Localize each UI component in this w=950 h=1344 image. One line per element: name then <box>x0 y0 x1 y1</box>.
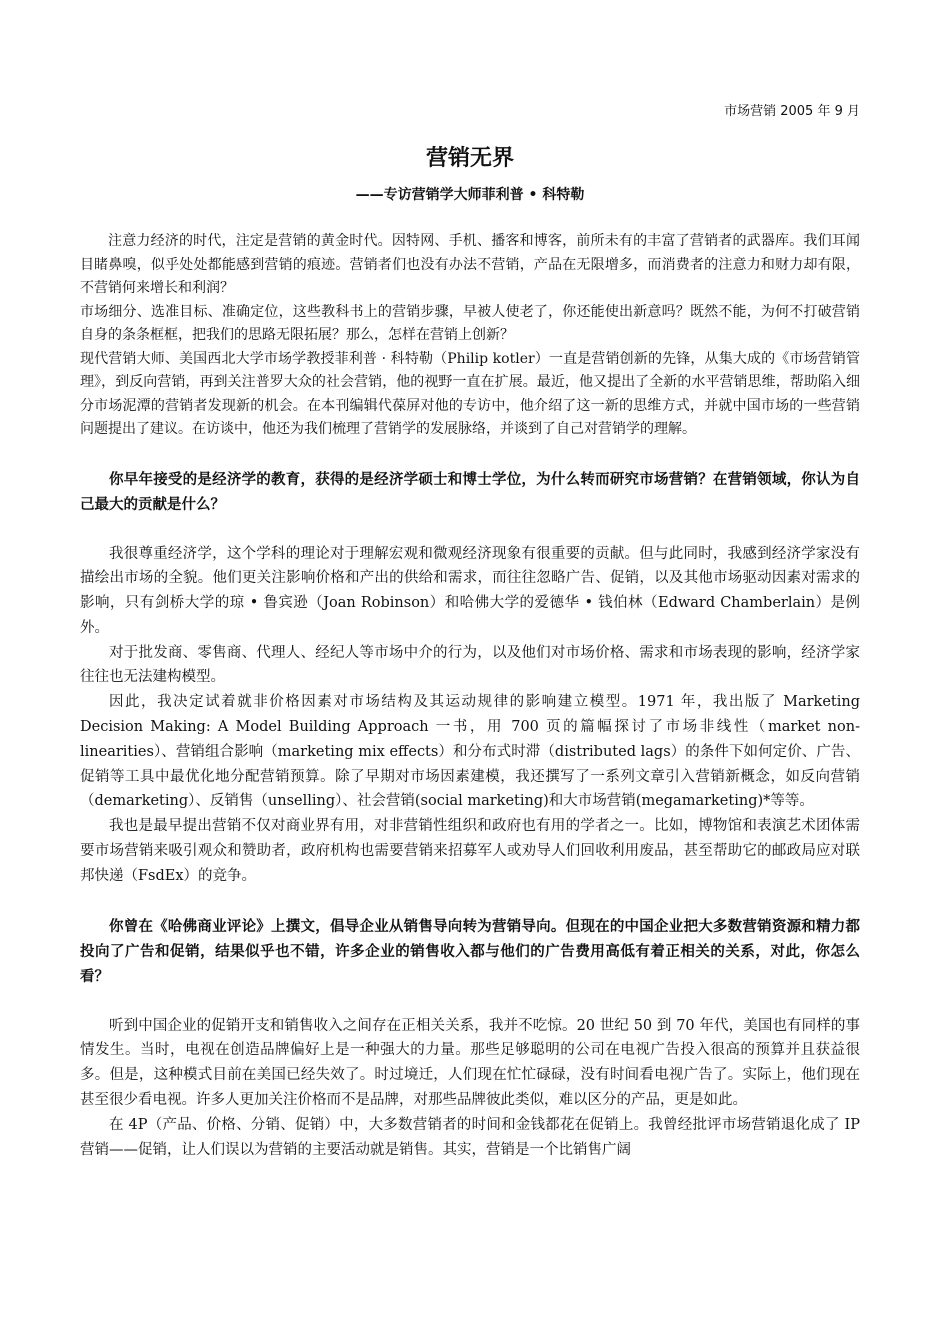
intro-paragraph: 市场细分、选准目标、准确定位，这些教科书上的营销步骤，早被人使老了，你还能使出新意吗？既然不能，为何不打破营销自身的条条框框，把我们的思路无限拓展？那么，怎样在营销上创新？ <box>80 303 860 343</box>
answer-paragraph: 我也是最早提出营销不仅对商业界有用，对非营销性组织和政府也有用的学者之一。比如，博物馆和表演艺术团体需要市场营销来吸引观众和赞助者，政府机构也需要营销来招募军人或劝导人们回收利用废品，甚至帮助它的邮政局应对联邦快递（FsdEx）的竞争。 <box>80 818 860 884</box>
answer-paragraph: 听到中国企业的促销开支和销售收入之间存在正相关关系，我并不吃惊。20 世纪 50 到 70 年代，美国也有同样的事情发生。当时，电视在创造品牌偏好上是一种强大的力量。那些足够聪明的公司在电视广告投入很高的预算并且获益很多。但是，这种模式目前在美国已经失效了。时过境迁，人们现在忙忙碌碌，没有时间看电视广告了。实际上，他们现在甚至很少看电视。许多人更加关注价格而不是品牌，对那些品牌彼此类似，难以区分的产品，更是如此。 <box>80 1017 860 1109</box>
interview-question: 你曾在《哈佛商业评论》上撰文，倡导企业从销售导向转为营销导向。但现在的中国企业把大多数营销资源和精力都投向了广告和促销，结果似乎也不错，许多企业的销售收入都与他们的广告费用高低有着正相关的关系，对此，你怎么看？ <box>80 918 860 985</box>
answer-paragraph: 我很尊重经济学，这个学科的理论对于理解宏观和微观经济现象有很重要的贡献。但与此同时，我感到经济学家没有描绘出市场的全貌。他们更关注影响价格和产出的供给和需求，而往往忽略广告、促销，以及其他市场驱动因素对需求的影响，只有剑桥大学的琼 • 鲁宾逊（Joan Robinson）和哈佛大学的爱德华 • 钱伯林（Edward Chamberlain）是例外。 <box>80 545 860 636</box>
source-date: 市场营销 2005 年 9 月 <box>724 104 860 119</box>
article-title: 营销无界 <box>425 146 514 171</box>
interview-question: 你早年接受的是经济学的教育，获得的是经济学硕士和博士学位，为什么转而研究市场营销？在营销领域，你认为自己最大的贡献是什么？ <box>80 471 860 513</box>
intro-paragraph: 现代营销大师、美国西北大学市场学教授菲利普 · 科特勒（Philip kotler）一直是营销创新的先锋，从集大成的《市场营销管理》，到反向营销，再到关注普罗大众的社会营销，他的视野一直在扩展。最近，他又提出了全新的水平营销思维，帮助陷入细分市场泥潭的营销者发现新的机会。在本刊编辑代葆屏对他的专访中，他介绍了这一新的思维方式，并就中国市场的一些营销问题提出了建议。在访谈中，他还为我们梳理了营销学的发展脉络，并谈到了自己对营销学的理解。 <box>80 350 860 437</box>
article-subtitle: ——专访营销学大师菲利普 • 科特勒 <box>355 187 585 203</box>
interview-answer <box>80 1014 860 1163</box>
answer-paragraph: 因此，我决定试着就非价格因素对市场结构及其运动规律的影响建立模型。1971 年，我出版了 Marketing Decision Making: A Model Building Approach 一书，用 700 页的篇幅探讨了市场非线性（market non-linearities）、营销组合影响（marketing mix effects）和分布式时滞（distributed lags）的条件下如何定价、广告、促销等工具中最优化地分配营销预算。除了早期对市场因素建模，我还撰写了一系列文章引入营销新概念，如反向营销（demarketing）、反销售（unselling）、社会营销(social marketing)和大市场营销(megamarketing)*等等。 <box>80 694 860 810</box>
article-page <box>80 100 860 1162</box>
intro-section <box>80 230 860 442</box>
answer-paragraph: 在 4P（产品、价格、分销、促销）中，大多数营销者的时间和金钱都花在促销上。我曾经批评市场营销退化成了 IP 营销——促销，让人们误以为营销的主要活动就是销售。其实，营销是一个比销售广阔 <box>80 1116 860 1158</box>
interview-answer <box>80 542 860 889</box>
answer-paragraph: 对于批发商、零售商、代理人、经纪人等市场中介的行为，以及他们对市场价格、需求和市场表现的影响，经济学家往往也无法建构模型。 <box>80 644 860 686</box>
intro-paragraph: 注意力经济的时代，注定是营销的黄金时代。因特网、手机、播客和博客，前所未有的丰富了营销者的武器库。我们耳闻目睹鼻嗅，似乎处处都能感到营销的痕迹。营销者们也没有办法不营销，产品在无限增多，而消费者的注意力和财力却有限，不营销何来增长和利润？ <box>80 233 860 296</box>
